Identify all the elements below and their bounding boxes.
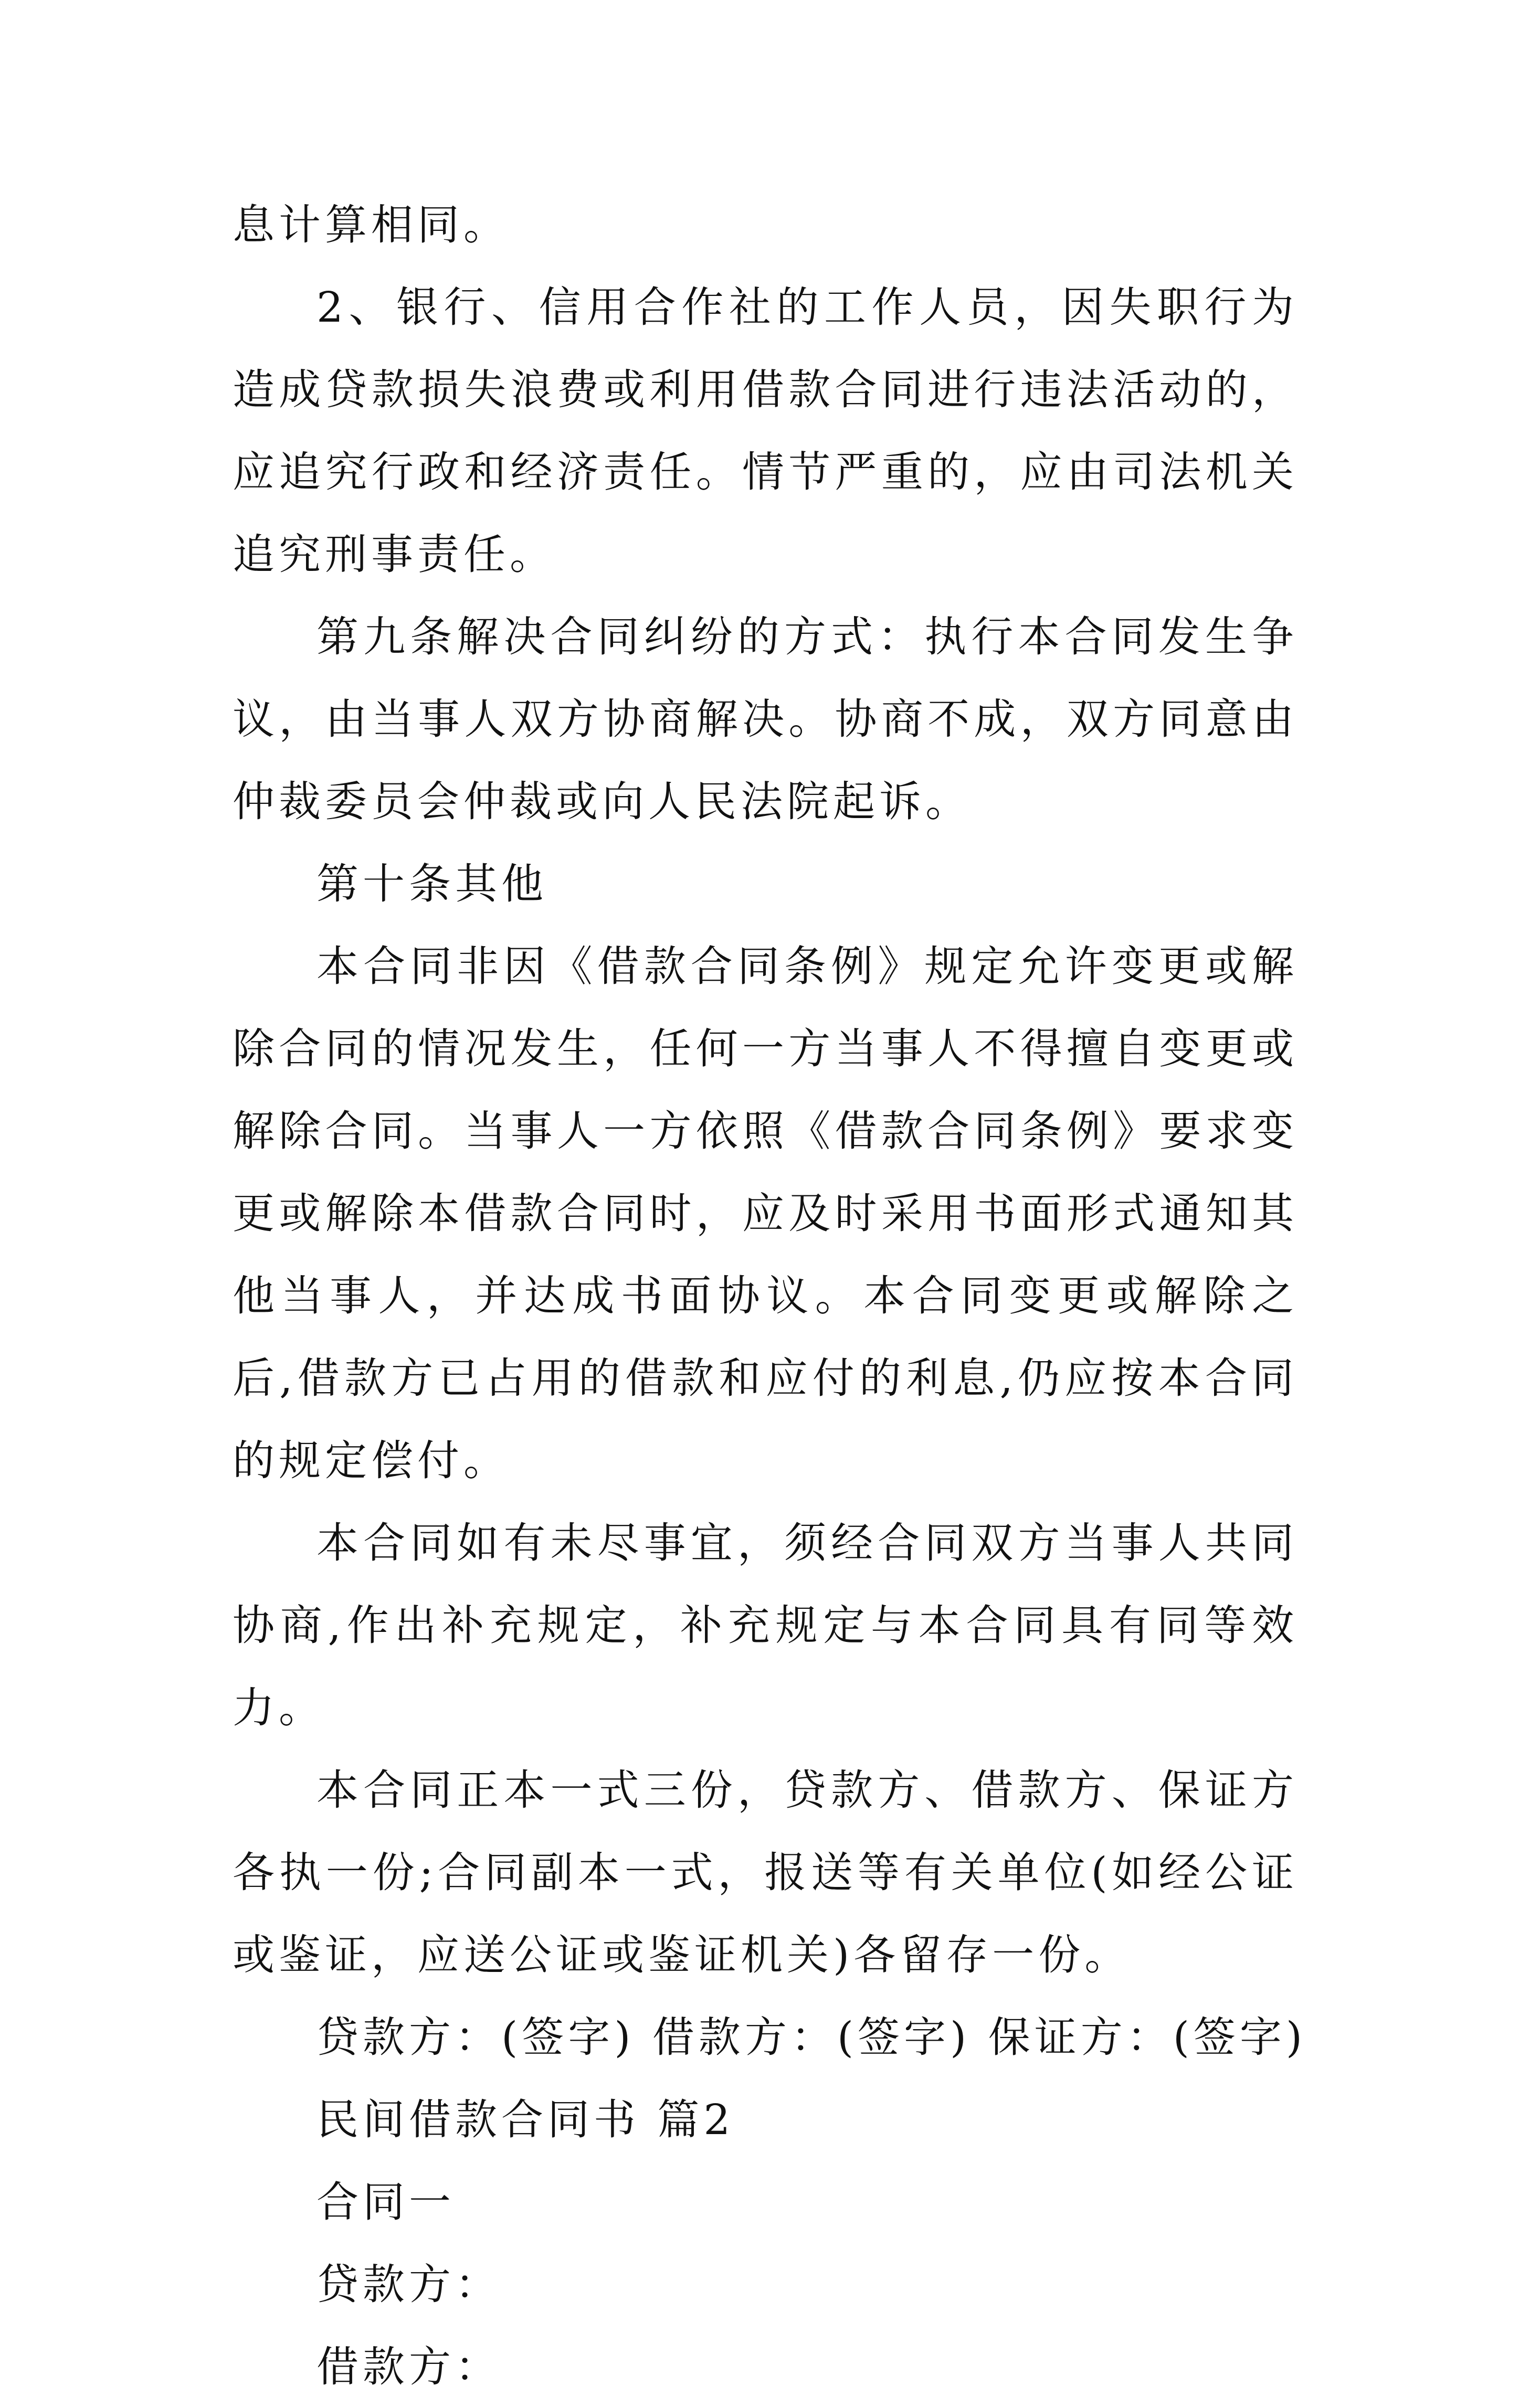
- lender-label: 贷款方：: [317, 2260, 501, 2309]
- paragraph-supplement: 本合同如有未尽事宜，须经合同双方当事人共同协商,作出补充规定，补充规定与本合同具有同等效力。: [233, 1519, 1298, 1732]
- document-body: [233, 184, 1307, 2408]
- paragraph-article-9: 第九条解决合同纠纷的方式：执行本合同发生争议，由当事人双方协商解决。协商不成，双方同意由仲裁委员会仲裁或向人民法院起诉。: [233, 612, 1298, 826]
- paragraph-continuation: 息计算相同。: [233, 200, 510, 249]
- paragraph-copies: 本合同正本一式三份，贷款方、借款方、保证方各执一份;合同副本一式，报送等有关单位(如经公证或鉴证，应送公证或鉴证机关)各留存一份。: [233, 1766, 1298, 1979]
- signature-line: 贷款方：(签字) 借款方：(签字) 保证方：(签字): [317, 2013, 1307, 2062]
- borrower-label: 借款方：: [317, 2342, 501, 2391]
- paragraph-staff-liability: 2、银行、信用合作社的工作人员，因失职行为造成贷款损失浪费或利用借款合同进行违法活动的，应追究行政和经济责任。情节严重的，应由司法机关追究刑事责任。: [233, 283, 1298, 579]
- contract-label: 合同一: [317, 2178, 455, 2226]
- section-title: 民间借款合同书 篇2: [317, 2095, 735, 2144]
- paragraph-article-10-title: 第十条其他: [317, 860, 547, 908]
- paragraph-article-10-body: 本合同非因《借款合同条例》规定允许变更或解除合同的情况发生，任何一方当事人不得擅自变更或解除合同。当事人一方依照《借款合同条例》要求变更或解除本借款合同时，应及时采用书面形式通知其他当事人，并达成书面协议。本合同变更或解除之后,借款方已占用的借款和应付的利息,仍应按本合同的规定偿付。: [233, 942, 1298, 1485]
